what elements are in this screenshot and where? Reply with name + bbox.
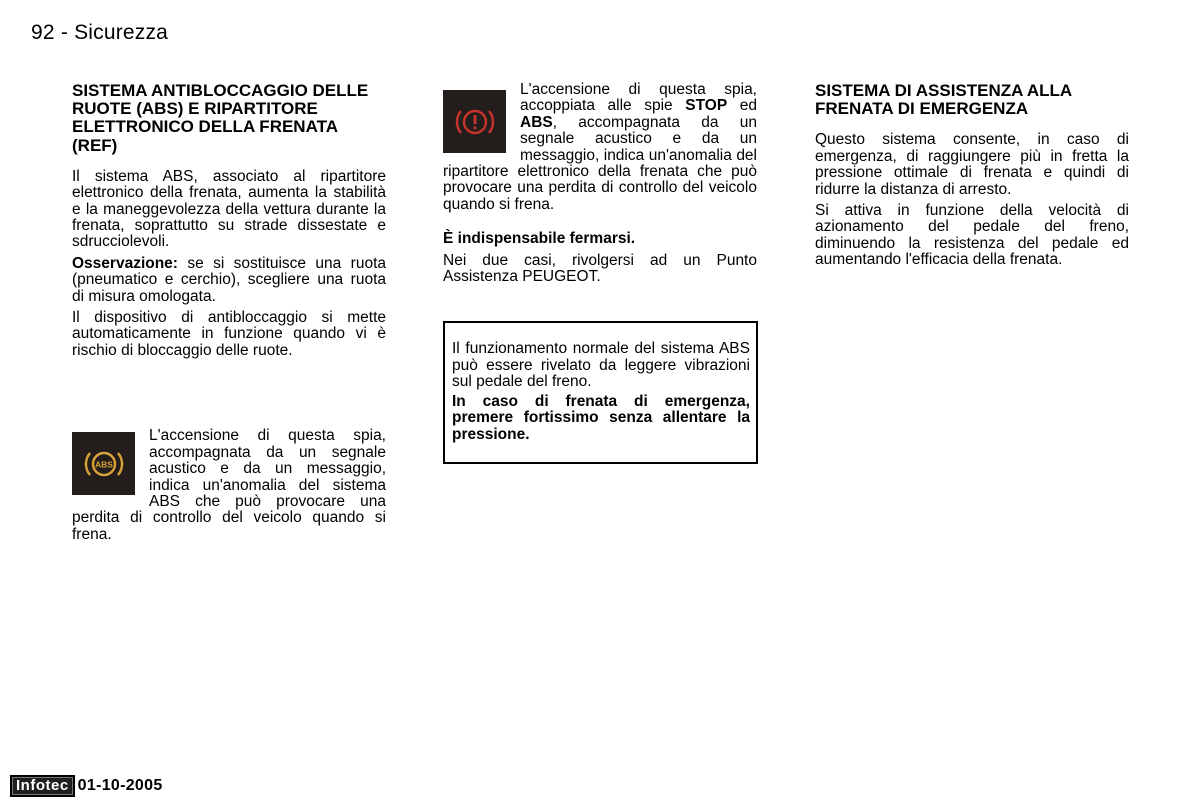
page-header — [31, 21, 168, 45]
abs-heading: SISTEMA ANTIBLOCCAGGIO DELLE RUOTE (ABS) E RIPARTITORE ELETTRONICO DELLA FRENATA (REF) — [72, 81, 369, 155]
assist-description: Questo sistema consente, in caso di emergenza, di raggiungere più in fretta la pressione ottimale di frenata e quindi di ridurre la distanza di arresto. — [815, 131, 1129, 198]
abs-auto: Il dispositivo di antibloccaggio si mette automaticamente in funzione quando vi è rischio di bloccaggio delle ruote. — [72, 309, 386, 359]
header-separator: - — [60, 21, 69, 44]
abs-warning-text: L'accensione di questa spia, accompagnata da un segnale acustico e da un messaggio, indica un'anomalia del sistema ABS che può provocare una perdita di controllo del veicolo quando si frena. — [72, 427, 386, 543]
abs-note — [72, 256, 386, 305]
infotec-logo: Infotec — [10, 775, 75, 797]
footer — [10, 775, 163, 797]
note-text: se si sostituisce una ruota (pneumatico e cerchio), scegliere una ruota di misura omologata. — [72, 254, 386, 305]
abs-info-box — [443, 321, 758, 463]
note-label: Osservazione: — [72, 254, 178, 272]
assist-activation: Si attiva in funzione della velocità di azionamento del pedale del freno, diminuendo la resistenza del pedale ed aumentando l'efficacia della frenata. — [815, 202, 1129, 269]
abs-icon-label: ABS — [94, 459, 113, 470]
abs-label: ABS — [520, 113, 553, 131]
column-brake-assist — [815, 82, 1129, 274]
page-number: 92 — [31, 21, 55, 44]
column-ref — [443, 82, 757, 464]
brake-warning-icon — [443, 90, 506, 153]
box-emergency-text: In caso di frenata di emergenza, premere fortissimo senza allentare la pressione. — [452, 392, 750, 443]
assist-heading: SISTEMA DI ASSISTENZA ALLA FRENATA DI EMERGENZA — [815, 81, 1072, 119]
stop-heading: È indispensabile fermarsi. — [443, 230, 636, 248]
ref-warning-text: L'accensione di questa spia, accoppiata alle spie STOP ed ABS, accompagnata da un segnale acustico e da un messaggio, indica un'anomalia del ripartitore elettronico della frenata che può provocare una perdita di controllo del veicolo quando si frena. — [443, 81, 757, 213]
section-title: Sicurezza — [74, 21, 169, 44]
abs-description: Il sistema ABS, associato al ripartitore elettronico della frenata, aumenta la stabilità e la maneggevolezza della vettura durante la frenata, soprattutto su strade dissestate e sdrucciolevoli. — [72, 167, 386, 251]
footer-date: 01-10-2005 — [77, 777, 163, 794]
column-abs — [72, 82, 386, 548]
stop-text: Nei due casi, rivolgersi ad un Punto Assistenza PEUGEOT. — [443, 251, 757, 286]
box-text: Il funzionamento normale del sistema ABS può essere rivelato da leggere vibrazioni sul pedale del freno. — [452, 340, 750, 391]
abs-warning-icon — [72, 432, 135, 495]
stop-label: STOP — [685, 97, 728, 115]
